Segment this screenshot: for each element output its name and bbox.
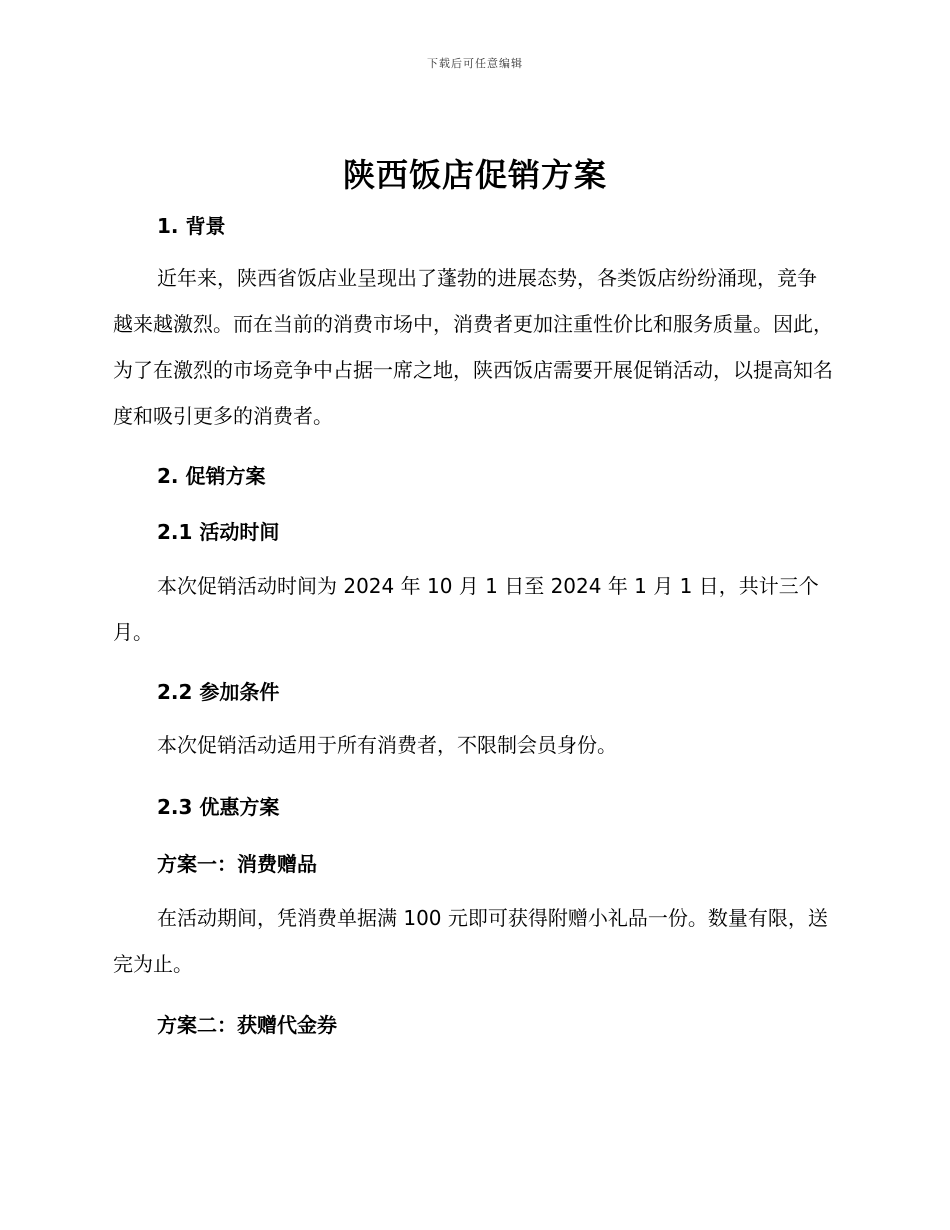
heading-discount-plan: 2.3 优惠方案 — [157, 795, 280, 819]
heading-plan-one: 方案一：消费赠品 — [157, 852, 317, 876]
header-note: 下载后可任意编辑 — [427, 57, 523, 70]
heading-plan-two: 方案二：获赠代金券 — [157, 1013, 337, 1037]
paragraph-participation-conditions: 本次促销活动适用于所有消费者，不限制会员身份。 — [157, 733, 617, 757]
heading-activity-time: 2.1 活动时间 — [157, 520, 280, 544]
document-title: 陕西饭店促销方案 — [342, 156, 607, 194]
heading-background: 1. 背景 — [157, 214, 226, 238]
paragraph-background: 近年来，陕西省饭店业呈现出了蓬勃的进展态势，各类饭店纷纷涌现，竞争越来越激烈。而在当前的消费市场中，消费者更加注重性价比和服务质量。因此，为了在激烈的市场竞争中占据一席之地，陕西饭店需要开展促销活动，以提高知名度和吸引更多的消费者。 — [113, 266, 833, 428]
heading-participation-conditions: 2.2 参加条件 — [157, 680, 280, 704]
heading-promotion-plan: 2. 促销方案 — [157, 464, 266, 488]
paragraph-activity-time: 本次促销活动时间为 2024 年 10 月 1 日至 2024 年 1 月 1 日，共计三个月。 — [113, 574, 819, 644]
paragraph-plan-one: 在活动期间，凭消费单据满 100 元即可获得附赠小礼品一份。数量有限，送完为止。 — [113, 906, 828, 976]
